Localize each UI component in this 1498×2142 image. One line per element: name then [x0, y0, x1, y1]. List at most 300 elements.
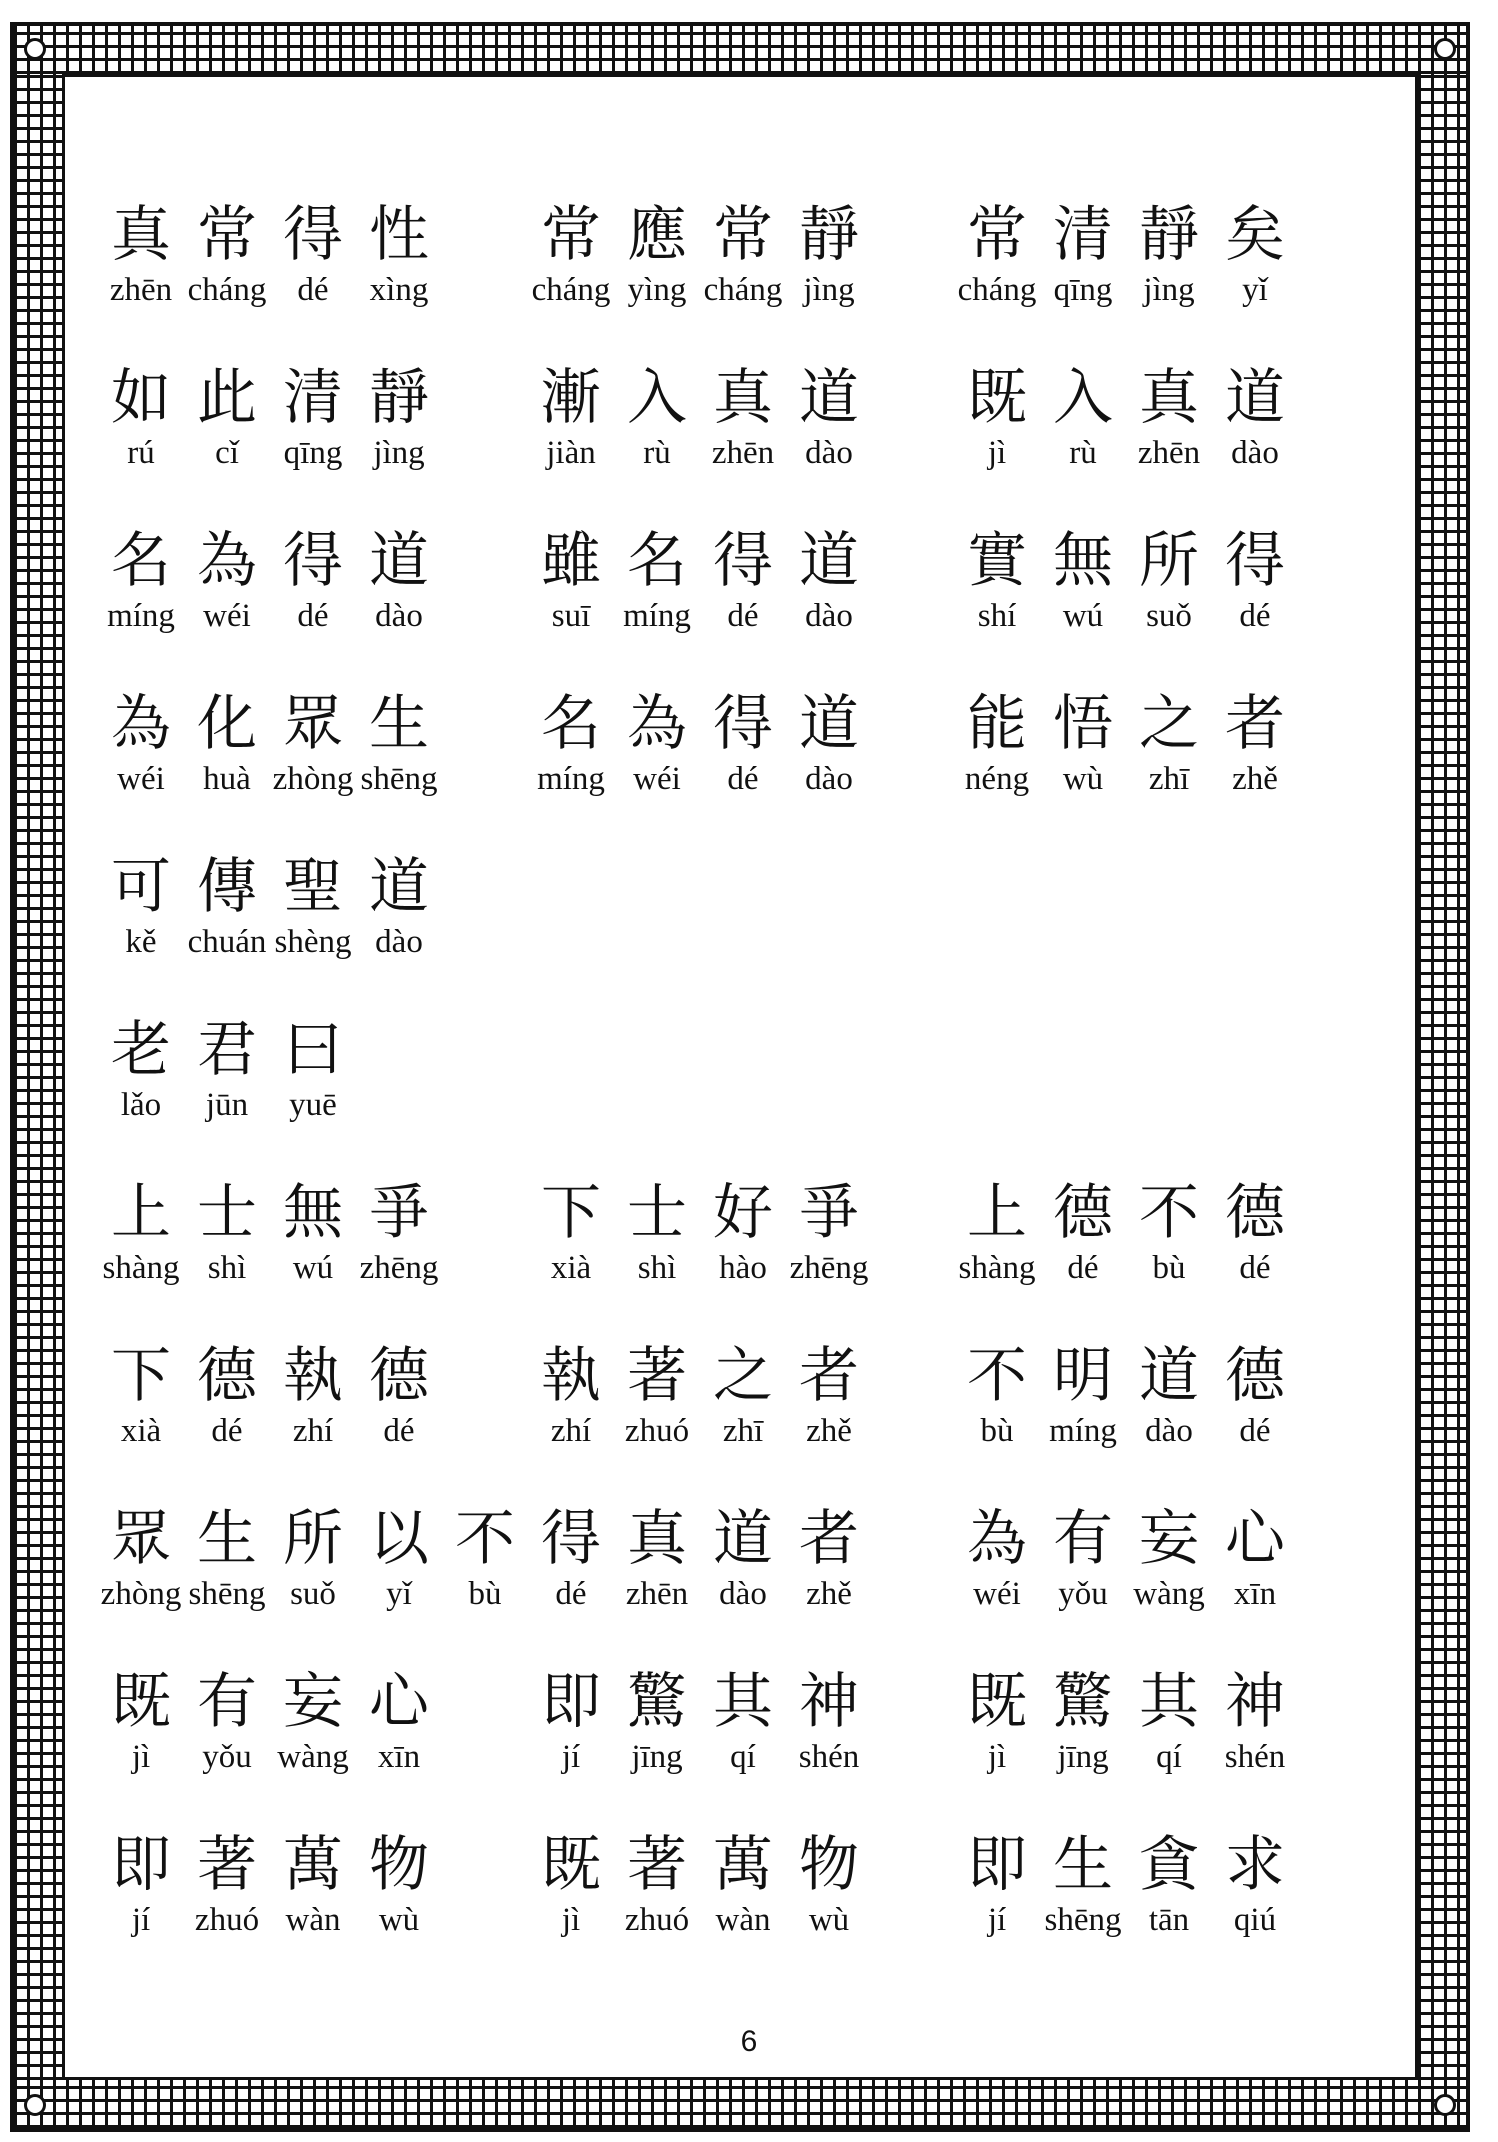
- pinyin: zhī: [722, 1413, 764, 1449]
- character-cell: [614, 363, 700, 473]
- pinyin: dào: [805, 761, 853, 797]
- pinyin: zhēng: [359, 1250, 439, 1286]
- pinyin: dào: [805, 435, 853, 471]
- pinyin: bù: [980, 1413, 1014, 1449]
- hanzi: 得: [541, 1504, 601, 1574]
- pinyin: míng: [623, 598, 691, 634]
- hanzi: 即: [111, 1830, 171, 1900]
- hanzi: 不: [455, 1504, 515, 1574]
- hanzi: 性: [369, 200, 429, 270]
- pinyin: dé: [1239, 1250, 1271, 1286]
- character-cell: [270, 1015, 356, 1125]
- character-cell: [954, 200, 1040, 310]
- character-cell: [786, 526, 872, 636]
- pinyin: zhēn: [109, 272, 173, 308]
- hanzi: 真: [111, 200, 171, 270]
- pinyin: jì: [987, 435, 1007, 471]
- hanzi: 德: [1053, 1178, 1113, 1248]
- phrase: [954, 200, 1314, 310]
- character-cell: [356, 1178, 442, 1288]
- pinyin: zhòng: [100, 1576, 182, 1612]
- hanzi: 可: [111, 852, 171, 922]
- character-cell: [954, 1504, 1040, 1614]
- pinyin: cháng: [957, 272, 1037, 308]
- hanzi: 以: [369, 1504, 429, 1574]
- pinyin: dé: [1239, 1413, 1271, 1449]
- hanzi: 生: [1053, 1830, 1113, 1900]
- pinyin: huà: [203, 761, 251, 797]
- character-cell: [270, 1830, 356, 1940]
- hanzi: 實: [967, 526, 1027, 596]
- pinyin: wú: [292, 1250, 334, 1286]
- character-cell: [700, 1341, 786, 1451]
- character-cell: [98, 526, 184, 636]
- pinyin: yìng: [627, 272, 687, 308]
- verse-row: [98, 363, 1348, 526]
- hanzi: 萬: [713, 1830, 773, 1900]
- hanzi: 化: [197, 689, 257, 759]
- pinyin: zhòng: [272, 761, 354, 797]
- pinyin: dé: [297, 598, 329, 634]
- hanzi: 有: [1053, 1504, 1113, 1574]
- character-cell: [356, 1341, 442, 1451]
- pinyin: xìng: [369, 272, 429, 308]
- pinyin: dào: [1231, 435, 1279, 471]
- hanzi: 其: [713, 1667, 773, 1737]
- pinyin: dào: [375, 598, 423, 634]
- verse-row: [98, 689, 1348, 852]
- pinyin: bù: [468, 1576, 502, 1612]
- character-cell: [614, 1178, 700, 1288]
- verse-row: [98, 1341, 1348, 1504]
- pinyin: dé: [1067, 1250, 1099, 1286]
- pinyin: cháng: [703, 272, 783, 308]
- phrase: [98, 689, 458, 799]
- pinyin: wàn: [715, 1902, 771, 1938]
- character-cell: [1212, 1504, 1298, 1614]
- character-cell: [528, 1341, 614, 1451]
- pinyin: jūn: [205, 1087, 249, 1123]
- character-cell: [954, 363, 1040, 473]
- hanzi: 著: [197, 1830, 257, 1900]
- character-cell: [270, 200, 356, 310]
- character-cell: [786, 689, 872, 799]
- character-cell: [356, 1667, 442, 1777]
- pinyin: shì: [207, 1250, 247, 1286]
- hanzi: 為: [111, 689, 171, 759]
- hanzi: 妄: [283, 1667, 343, 1737]
- character-cell: [184, 526, 270, 636]
- character-cell: [700, 200, 786, 310]
- pinyin: zhēn: [711, 435, 775, 471]
- character-cell: [98, 1667, 184, 1777]
- pinyin: kě: [125, 924, 157, 960]
- pinyin: dé: [1239, 598, 1271, 634]
- character-cell: [184, 689, 270, 799]
- character-cell: [270, 363, 356, 473]
- character-cell: [98, 689, 184, 799]
- hanzi: 士: [197, 1178, 257, 1248]
- character-cell: [1212, 689, 1298, 799]
- character-cell: [528, 1504, 614, 1614]
- character-cell: [184, 363, 270, 473]
- character-cell: [1212, 363, 1298, 473]
- pinyin: wù: [1062, 761, 1104, 797]
- character-cell: [1126, 526, 1212, 636]
- pinyin: jìng: [373, 435, 425, 471]
- phrase: [954, 1178, 1314, 1288]
- hanzi: 道: [369, 852, 429, 922]
- character-cell: [614, 1504, 700, 1614]
- hanzi: 所: [283, 1504, 343, 1574]
- pinyin: cǐ: [215, 435, 239, 471]
- pinyin: dé: [727, 598, 759, 634]
- hanzi: 老: [111, 1015, 171, 1085]
- character-cell: [786, 1178, 872, 1288]
- hanzi: 求: [1225, 1830, 1285, 1900]
- pinyin: dào: [805, 598, 853, 634]
- character-cell: [700, 689, 786, 799]
- pinyin: rù: [643, 435, 671, 471]
- hanzi: 德: [197, 1341, 257, 1411]
- character-cell: [98, 363, 184, 473]
- pinyin: zhí: [292, 1413, 334, 1449]
- verse-row: [98, 1504, 1348, 1667]
- hanzi: 德: [1225, 1341, 1285, 1411]
- pinyin: zhēng: [789, 1250, 869, 1286]
- character-cell: [356, 689, 442, 799]
- hanzi: 即: [967, 1830, 1027, 1900]
- character-cell: [1212, 1830, 1298, 1940]
- hanzi: 清: [1053, 200, 1113, 270]
- phrase: [528, 1341, 888, 1451]
- pinyin: shén: [798, 1739, 860, 1775]
- phrase: [98, 1504, 878, 1614]
- character-cell: [1040, 200, 1126, 310]
- pinyin: shēng: [188, 1576, 266, 1612]
- hanzi: 所: [1139, 526, 1199, 596]
- character-cell: [528, 200, 614, 310]
- hanzi: 士: [627, 1178, 687, 1248]
- phrase: [98, 1015, 458, 1125]
- character-cell: [528, 526, 614, 636]
- pinyin: jì: [987, 1739, 1007, 1775]
- pinyin: shèng: [274, 924, 352, 960]
- character-cell: [270, 1341, 356, 1451]
- pinyin: qīng: [1053, 272, 1113, 308]
- character-cell: [270, 852, 356, 962]
- character-cell: [1040, 1667, 1126, 1777]
- character-cell: [700, 1667, 786, 1777]
- hanzi: 之: [713, 1341, 773, 1411]
- pinyin: zhēn: [625, 1576, 689, 1612]
- character-cell: [954, 1667, 1040, 1777]
- pinyin: dé: [727, 761, 759, 797]
- hanzi: 心: [1225, 1504, 1285, 1574]
- hanzi: 常: [967, 200, 1027, 270]
- phrase: [98, 526, 458, 636]
- pinyin: shēng: [360, 761, 438, 797]
- character-cell: [1126, 689, 1212, 799]
- pinyin: lǎo: [120, 1087, 162, 1123]
- character-cell: [1040, 1178, 1126, 1288]
- phrase: [98, 1178, 458, 1288]
- border-band-right: [1418, 74, 1466, 2080]
- hanzi: 能: [967, 689, 1027, 759]
- pinyin: zhuó: [624, 1413, 690, 1449]
- pinyin: jì: [131, 1739, 151, 1775]
- character-cell: [98, 1830, 184, 1940]
- hanzi: 矣: [1225, 200, 1285, 270]
- hanzi: 上: [967, 1178, 1027, 1248]
- hanzi: 得: [713, 526, 773, 596]
- hanzi: 者: [799, 1504, 859, 1574]
- character-cell: [1040, 526, 1126, 636]
- character-cell: [528, 1178, 614, 1288]
- pinyin: shén: [1224, 1739, 1286, 1775]
- hanzi: 明: [1053, 1341, 1113, 1411]
- hanzi: 好: [713, 1178, 773, 1248]
- verse-row: [98, 526, 1348, 689]
- pinyin: tān: [1148, 1902, 1190, 1938]
- character-cell: [98, 1178, 184, 1288]
- pinyin: míng: [107, 598, 175, 634]
- hanzi: 生: [369, 689, 429, 759]
- character-cell: [614, 200, 700, 310]
- hanzi: 此: [197, 363, 257, 433]
- corner-ornament: [1434, 2094, 1456, 2116]
- hanzi: 道: [1225, 363, 1285, 433]
- phrase: [528, 200, 888, 310]
- character-cell: [786, 200, 872, 310]
- hanzi: 道: [369, 526, 429, 596]
- character-cell: [700, 526, 786, 636]
- pinyin: jīng: [631, 1739, 683, 1775]
- phrase: [528, 689, 888, 799]
- pinyin: wàng: [277, 1739, 349, 1775]
- hanzi: 道: [799, 363, 859, 433]
- character-cell: [1040, 363, 1126, 473]
- character-cell: [954, 1830, 1040, 1940]
- character-cell: [528, 363, 614, 473]
- border-band-left: [14, 74, 62, 2080]
- character-cell: [184, 1504, 270, 1614]
- hanzi: 德: [369, 1341, 429, 1411]
- hanzi: 得: [283, 200, 343, 270]
- character-cell: [1126, 1667, 1212, 1777]
- hanzi: 常: [713, 200, 773, 270]
- hanzi: 萬: [283, 1830, 343, 1900]
- hanzi: 下: [541, 1178, 601, 1248]
- phrase: [528, 526, 888, 636]
- character-cell: [356, 1830, 442, 1940]
- corner-ornament: [24, 2094, 46, 2116]
- character-cell: [1040, 1830, 1126, 1940]
- hanzi: 神: [799, 1667, 859, 1737]
- hanzi: 清: [283, 363, 343, 433]
- phrase: [98, 200, 458, 310]
- hanzi: 靜: [369, 363, 429, 433]
- hanzi: 既: [111, 1667, 171, 1737]
- hanzi: 驚: [1053, 1667, 1113, 1737]
- phrase: [954, 1341, 1314, 1451]
- verse-row: [98, 200, 1348, 363]
- character-cell: [1212, 526, 1298, 636]
- character-cell: [700, 1830, 786, 1940]
- character-cell: [356, 363, 442, 473]
- hanzi: 雖: [541, 526, 601, 596]
- hanzi: 真: [627, 1504, 687, 1574]
- hanzi: 神: [1225, 1667, 1285, 1737]
- hanzi: 入: [1053, 363, 1113, 433]
- hanzi: 道: [1139, 1341, 1199, 1411]
- hanzi: 道: [799, 689, 859, 759]
- hanzi: 為: [627, 689, 687, 759]
- character-cell: [954, 1341, 1040, 1451]
- pinyin: rú: [127, 435, 155, 471]
- hanzi: 聖: [283, 852, 343, 922]
- phrase: [98, 1667, 458, 1777]
- character-cell: [356, 526, 442, 636]
- border-band-bottom: [14, 2080, 1466, 2128]
- verse-row: [98, 1667, 1348, 1830]
- hanzi: 既: [967, 363, 1027, 433]
- hanzi: 名: [541, 689, 601, 759]
- pinyin: jí: [987, 1902, 1007, 1938]
- pinyin: wù: [378, 1902, 420, 1938]
- character-cell: [1040, 1504, 1126, 1614]
- hanzi: 道: [713, 1504, 773, 1574]
- phrase: [954, 689, 1314, 799]
- character-cell: [1126, 363, 1212, 473]
- pinyin: dào: [375, 924, 423, 960]
- character-cell: [1212, 1178, 1298, 1288]
- pinyin: shēng: [1044, 1902, 1122, 1938]
- pinyin: shàng: [102, 1250, 180, 1286]
- phrase: [954, 363, 1314, 473]
- character-cell: [1126, 1504, 1212, 1614]
- pinyin: zhēn: [1137, 435, 1201, 471]
- hanzi: 著: [627, 1341, 687, 1411]
- hanzi: 驚: [627, 1667, 687, 1737]
- character-cell: [1040, 689, 1126, 799]
- pinyin: chuán: [187, 924, 267, 960]
- character-cell: [270, 1667, 356, 1777]
- hanzi: 上: [111, 1178, 171, 1248]
- character-cell: [356, 1504, 442, 1614]
- character-cell: [184, 1830, 270, 1940]
- pinyin: dé: [211, 1413, 243, 1449]
- phrase: [954, 1667, 1314, 1777]
- pinyin: wéi: [203, 598, 251, 634]
- character-cell: [98, 852, 184, 962]
- phrase: [954, 1504, 1314, 1614]
- hanzi: 靜: [1139, 200, 1199, 270]
- pinyin: dé: [297, 272, 329, 308]
- phrase: [98, 1830, 458, 1940]
- pinyin: dé: [555, 1576, 587, 1612]
- character-cell: [442, 1504, 528, 1614]
- character-cell: [786, 363, 872, 473]
- pinyin: qiú: [1233, 1902, 1277, 1938]
- character-cell: [954, 689, 1040, 799]
- pinyin: wéi: [633, 761, 681, 797]
- hanzi: 德: [1225, 1178, 1285, 1248]
- character-cell: [1126, 1341, 1212, 1451]
- pinyin: jiàn: [546, 435, 596, 471]
- pinyin: jí: [131, 1902, 151, 1938]
- pinyin: zhě: [1232, 761, 1278, 797]
- character-cell: [184, 1667, 270, 1777]
- character-cell: [954, 1178, 1040, 1288]
- hanzi: 曰: [283, 1015, 343, 1085]
- phrase: [98, 852, 458, 962]
- character-cell: [786, 1341, 872, 1451]
- phrase: [98, 363, 458, 473]
- hanzi: 為: [197, 526, 257, 596]
- pinyin: shí: [977, 598, 1017, 634]
- character-cell: [1126, 200, 1212, 310]
- phrase: [954, 1830, 1314, 1940]
- character-cell: [184, 1341, 270, 1451]
- hanzi: 無: [1053, 526, 1113, 596]
- hanzi: 即: [541, 1667, 601, 1737]
- hanzi: 得: [713, 689, 773, 759]
- verse-row: [98, 1178, 1348, 1341]
- character-cell: [1212, 1341, 1298, 1451]
- page-number: 6: [740, 2025, 758, 2058]
- pinyin: jìng: [1143, 272, 1195, 308]
- hanzi: 眾: [111, 1504, 171, 1574]
- pinyin: qīng: [283, 435, 343, 471]
- character-cell: [954, 526, 1040, 636]
- character-cell: [1212, 200, 1298, 310]
- character-cell: [1126, 1178, 1212, 1288]
- phrase: [528, 1667, 888, 1777]
- character-cell: [184, 1015, 270, 1125]
- phrase: [528, 1830, 888, 1940]
- character-cell: [700, 1178, 786, 1288]
- hanzi: 執: [283, 1341, 343, 1411]
- pinyin: yuē: [289, 1087, 337, 1123]
- pinyin: wàn: [285, 1902, 341, 1938]
- character-cell: [1212, 1667, 1298, 1777]
- corner-ornament: [24, 38, 46, 60]
- hanzi: 心: [369, 1667, 429, 1737]
- verse-row: [98, 1015, 1348, 1178]
- character-cell: [98, 1341, 184, 1451]
- hanzi: 其: [1139, 1667, 1199, 1737]
- hanzi: 應: [627, 200, 687, 270]
- pinyin: zhuó: [194, 1902, 260, 1938]
- hanzi: 君: [197, 1015, 257, 1085]
- pinyin: zhī: [1148, 761, 1190, 797]
- phrase: [528, 1178, 888, 1288]
- pinyin: jīng: [1057, 1739, 1109, 1775]
- pinyin: jìng: [803, 272, 855, 308]
- hanzi: 之: [1139, 689, 1199, 759]
- pinyin: yǒu: [1058, 1576, 1108, 1612]
- pinyin: míng: [537, 761, 605, 797]
- pinyin: rù: [1069, 435, 1097, 471]
- hanzi: 常: [197, 200, 257, 270]
- pinyin: suǒ: [290, 1576, 336, 1612]
- pinyin: cháng: [187, 272, 267, 308]
- hanzi: 傳: [197, 852, 257, 922]
- character-cell: [184, 852, 270, 962]
- character-cell: [614, 1830, 700, 1940]
- hanzi: 不: [967, 1341, 1027, 1411]
